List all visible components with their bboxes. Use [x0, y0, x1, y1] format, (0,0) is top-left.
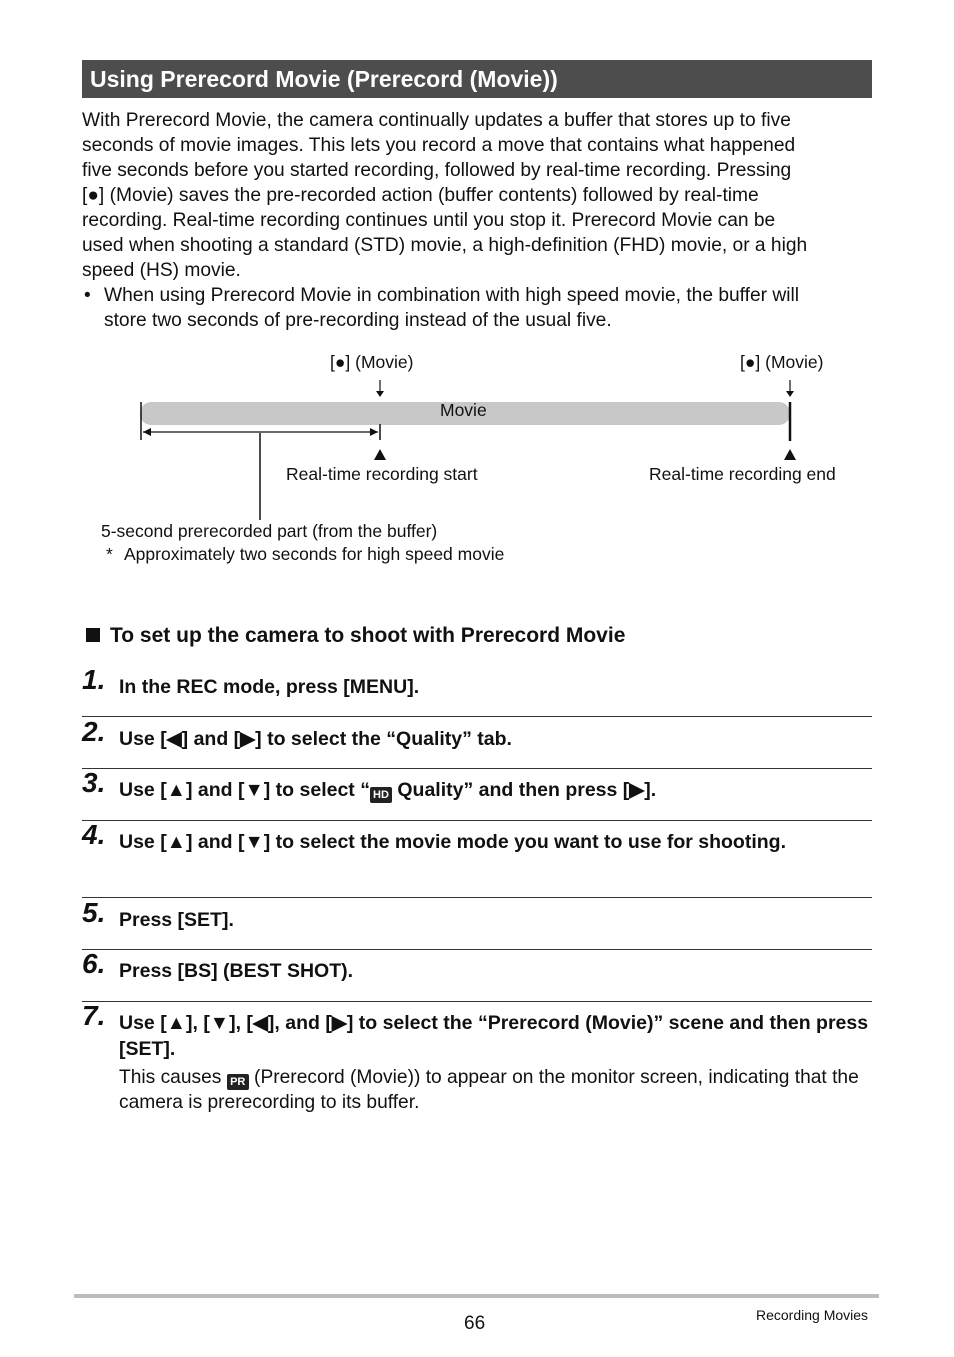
procedure-heading-text: To set up the camera to shoot with Prerecord Movie [110, 624, 626, 647]
step-number: 2. [82, 716, 106, 747]
step-divider [82, 768, 872, 769]
step-7-explanation [119, 1065, 869, 1115]
step-text-part: Quality” and then press [▶]. [391, 779, 657, 801]
step-text: Press [SET]. [119, 909, 234, 931]
step-divider [82, 716, 872, 717]
movie-button-start-label: [●] (Movie) [330, 352, 414, 372]
buffer-span-arrow-right [370, 428, 378, 436]
bullet-line: When using Prerecord Movie in combination with high speed movie, the buffer will [104, 285, 800, 306]
recording-end-label: Real-time recording end [649, 464, 836, 484]
footer-section-label: Recording Movies [756, 1307, 869, 1323]
step-text [119, 777, 869, 803]
step-divider [82, 949, 872, 950]
intro-line: seconds of movie images. This lets you record a move that contains what happened [82, 135, 796, 156]
step-divider [82, 1001, 872, 1002]
step-text: Press [BS] (BEST SHOT). [119, 960, 354, 982]
step-number: 5. [82, 897, 106, 928]
section-title-bar [82, 60, 872, 98]
step-text-part: Use [▲] and [▼] to select “ [119, 779, 370, 801]
intro-line: used when shooting a standard (STD) movie, a high-definition (FHD) movie, or a high [82, 235, 808, 256]
step-number: 6. [82, 948, 106, 979]
movie-button-end-label: [●] (Movie) [740, 352, 824, 372]
bullet-mark: • [84, 285, 91, 306]
prerecord-timeline-diagram [0, 340, 954, 580]
buffer-part-label: 5-second prerecorded part (from the buffer) [101, 521, 438, 541]
start-arrow-head [376, 391, 384, 397]
step-text: Use [▲] and [▼] to select the movie mode you want to use for shooting. [119, 831, 786, 853]
step-text: In the REC mode, press [MENU]. [119, 676, 420, 698]
step-sub-text: (Prerecord (Movie)) to appear on the monitor screen, indicating that the camera is prerecording to its buffer. [119, 1067, 859, 1113]
end-marker-triangle [784, 449, 796, 460]
intro-line: recording. Real-time recording continues until you stop it. Prerecord Movie can be [82, 210, 776, 231]
procedure-heading [86, 624, 625, 648]
step-sub-text: This causes [119, 1067, 227, 1088]
start-marker-triangle [374, 449, 386, 460]
bullet-note [82, 283, 872, 333]
page-number: 66 [464, 1313, 486, 1334]
intro-line: five seconds before you started recording, followed by real-time recording. Pressing [82, 160, 792, 181]
movie-quality-icon: HD [370, 787, 392, 803]
square-bullet-icon [86, 628, 100, 642]
prerecord-movie-icon: PR [227, 1074, 249, 1090]
recording-start-label: Real-time recording start [286, 464, 478, 484]
step-text: Use [◀] and [▶] to select the “Quality” tab. [119, 728, 512, 750]
footer-divider [74, 1294, 879, 1298]
intro-line: speed (HS) movie. [82, 260, 241, 281]
page-title: Using Prerecord Movie (Prerecord (Movie)) [90, 66, 558, 92]
high-speed-note: Approximately two seconds for high speed movie [124, 544, 505, 564]
bullet-line: store two seconds of pre-recording instead of the usual five. [104, 310, 612, 331]
high-speed-note-mark: * [106, 544, 113, 564]
step-text: Use [▲], [▼], [◀], and [▶] to select the “Prerecord (Movie)” scene and then press [SET]. [119, 1012, 869, 1060]
step-number: 3. [82, 767, 106, 798]
intro-line: [●] (Movie) saves the pre-recorded action (buffer contents) followed by real-time [82, 185, 759, 206]
movie-bar-label: Movie [440, 400, 487, 420]
intro-paragraph [82, 108, 872, 283]
end-arrow-head [786, 391, 794, 397]
step-divider [82, 820, 872, 821]
step-number: 7. [82, 1000, 106, 1031]
intro-line: With Prerecord Movie, the camera continually updates a buffer that stores up to five [82, 110, 791, 131]
step-number: 1. [82, 664, 106, 695]
buffer-span-arrow-left [143, 428, 151, 436]
step-number: 4. [82, 819, 106, 850]
step-divider [82, 897, 872, 898]
